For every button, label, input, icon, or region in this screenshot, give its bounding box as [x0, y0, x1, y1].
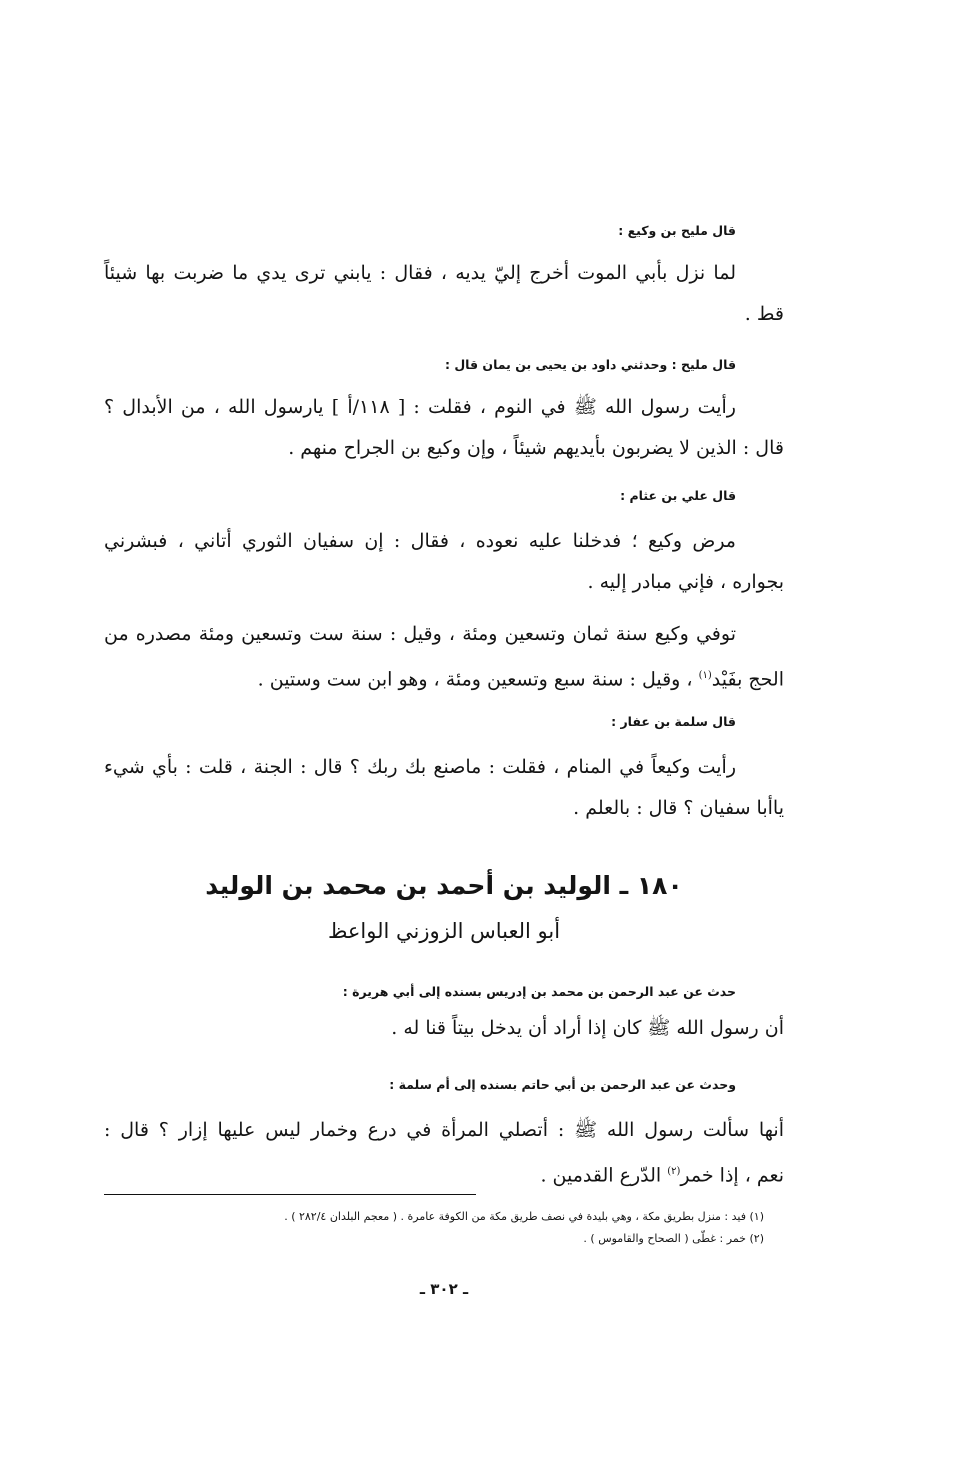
footnote-ref[interactable]: (١)	[698, 670, 712, 681]
paragraph	[104, 521, 784, 603]
text-line: رأيت وكيعاً في المنام ، فقلت : ماصنع بك ربك ؟ قال : الجنة ، قلت : بأي شيء	[104, 756, 736, 778]
narrator-label: قال سلمة بن عفار :	[611, 714, 736, 729]
paragraph	[104, 1008, 784, 1049]
section-death	[104, 614, 784, 700]
paragraph	[104, 253, 784, 335]
text-line: رأيت رسول الله ﷺ في النوم ، فقلت : [ ١١٨/أ ] يارسول الله ، من الأبدال ؟	[104, 396, 736, 418]
narrator-label: وحدث عن عبد الرحمن بن أبي حاتم بسنده إلى أم سلمة :	[389, 1077, 736, 1092]
section-abu-hurayra	[104, 982, 784, 1049]
book-page	[104, 0, 784, 1476]
text-line: نعم ، إذا خمر$^{(٢)}$ الدّرع القدمين .	[540, 1164, 784, 1187]
narrator-label: حدث عن عبد الرحمن بن محمد بن إدريس بسنده إلى أبي هريرة :	[342, 984, 736, 999]
page-number: ـ ٣٠٢ ـ	[419, 1280, 469, 1298]
section-dawud	[104, 355, 784, 469]
paragraph	[104, 1110, 784, 1196]
footnote: (٢) خمر : غطّى ( الصحاح والقاموس ) .	[583, 1232, 764, 1245]
section-ali	[104, 486, 784, 603]
text-line: بجواره ، فإني مبادر إليه .	[587, 571, 784, 593]
paragraph	[104, 387, 784, 469]
entry-title: ١٨٠ ـ الوليد بن أحمد بن محمد بن الوليد	[205, 871, 683, 900]
section-salama	[104, 712, 784, 829]
footnote-divider	[104, 1194, 476, 1195]
paragraph	[104, 747, 784, 829]
text-line: أنها سألت رسول الله ﷺ : أتصلي المرأة في درع وخمار ليس عليها إزار ؟ قال :	[104, 1119, 784, 1141]
text-line: ياأبا سفيان ؟ قال : بالعلم .	[573, 797, 784, 819]
text-line: قال : الذين لا يضربون بأيديهم شيئاً ، وإن وكيع بن الجراح منهم .	[288, 437, 784, 459]
narrator-label: قال علي بن عثام :	[620, 488, 736, 503]
section-umm-salama	[104, 1075, 784, 1196]
footnote: (١) فيد : منزل بطريق مكة ، وهي بليدة في نصف طريق مكة من الكوفة عامرة . ( معجم البلدان ٢٨٢/٤ ) .	[284, 1210, 764, 1223]
text-line: مرض وكيع ؛ فدخلنا عليه نعوده ، فقال : إن سفيان الثوري أتاني ، فبشرني	[104, 530, 736, 552]
text-line: الحج بفَيْد$^{(١)}$ ، وقيل : سنة سبع وتسعين ومئة ، وهو ابن ست وستين .	[257, 668, 784, 691]
footnote-ref[interactable]: (٢)	[667, 1166, 681, 1177]
text-line: أن رسول الله ﷺ كان إذا أراد أن يدخل بيتاً قنا له .	[391, 1017, 784, 1039]
narrator-label: قال مليح : وحدثني داود بن يحيى بن يمان قال :	[444, 357, 736, 372]
entry-subtitle: أبو العباس الزوزني الواعظ	[327, 919, 561, 943]
text-line: قط .	[744, 303, 784, 325]
text-line: توفي وكيع سنة ثمان وتسعين ومئة ، وقيل : سنة ست وتسعين ومئة مصدره من	[104, 623, 736, 645]
section-maleeh	[104, 221, 784, 335]
footnotes	[104, 1206, 784, 1250]
entry-heading	[104, 868, 784, 948]
text-line: لما نزل بأبي الموت أخرج إليّ يديه ، فقال : يابني ترى يدي ما ضربت بها شيئاً	[104, 262, 736, 284]
narrator-label: قال مليح بن وكيع :	[618, 223, 736, 238]
paragraph	[104, 614, 784, 700]
